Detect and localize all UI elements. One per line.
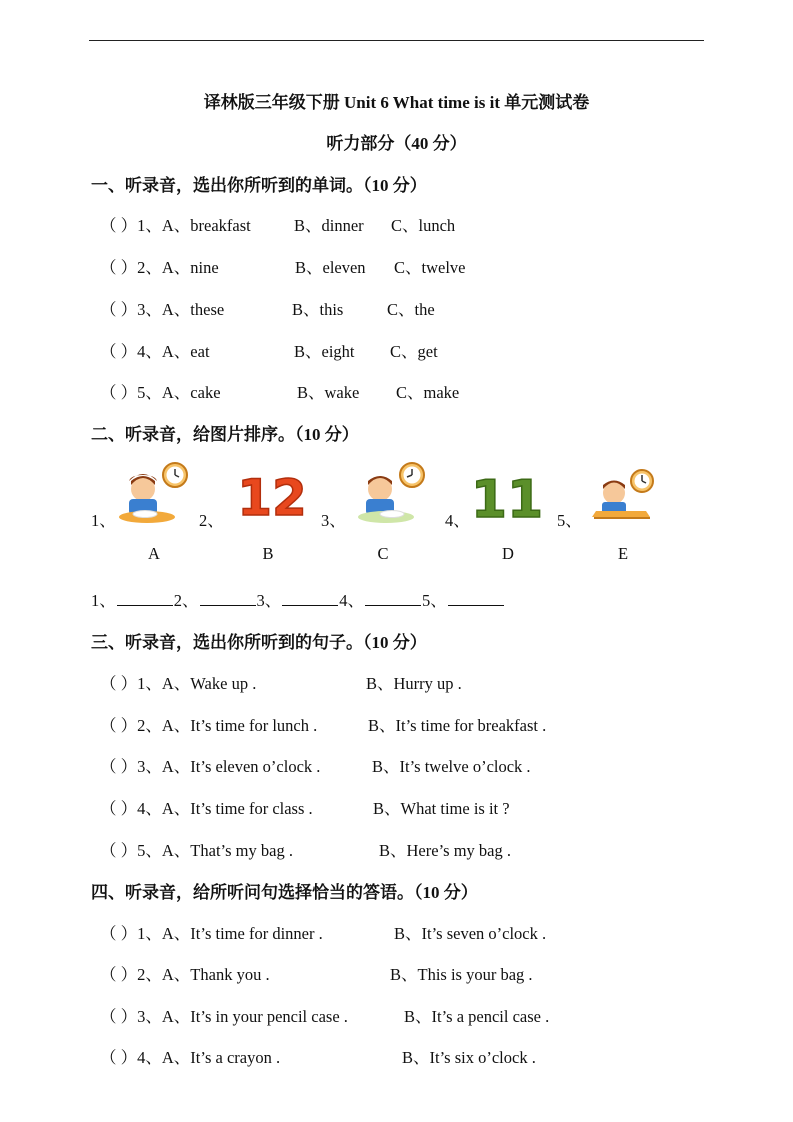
section1-heading: 一、听录音，选出你所听到的单词。（10 分） (91, 176, 427, 195)
picture-row (0, 455, 793, 535)
answer-blank-2[interactable] (200, 591, 256, 606)
section2-heading: 二、听录音，给图片排序。（10 分） (91, 425, 359, 444)
s1-q3-option-a: （ ）3、A、these (100, 300, 225, 319)
s1-q4-option-b: B、eight (294, 342, 355, 361)
answer-blank-4[interactable] (365, 591, 421, 606)
s3-q3-option-a: （ ）3、A、It’s eleven o’clock . (100, 757, 321, 776)
s3-q2-option-b: B、It’s time for breakfast . (368, 716, 547, 735)
picture-number-3: 3、 (321, 511, 346, 530)
s4-q4-option-a: （ ）4、A、It’s a crayon . (100, 1048, 281, 1067)
picture-label-c: C (377, 544, 389, 563)
boy-eating-clock-icon (352, 459, 428, 527)
answer-blank-1[interactable] (117, 591, 173, 606)
s1-q2-option-a: （ ）2、A、nine (100, 258, 219, 277)
blank-label-4: 4、 (339, 591, 364, 610)
s1-q1-option-b: B、dinner (294, 216, 364, 235)
s3-q2-option-a: （ ）2、A、It’s time for lunch . (100, 716, 318, 735)
s1-q5-option-c: C、make (396, 383, 460, 402)
boy-eating-clock-icon (115, 459, 191, 527)
blank-label-1: 1、 (91, 591, 116, 610)
s1-q3-option-c: C、the (387, 300, 435, 319)
number-twelve-glyph: 12 (237, 469, 307, 527)
answer-blank-3[interactable] (282, 591, 338, 606)
picture-label-b: B (262, 544, 274, 563)
s1-q1-option-c: C、lunch (391, 216, 456, 235)
number-eleven-glyph: 11 (470, 470, 544, 530)
picture-number-1: 1、 (91, 511, 116, 530)
s4-q1-option-b: B、It’s seven o’clock . (394, 924, 547, 943)
s4-q4-option-b: B、It’s six o’clock . (402, 1048, 536, 1067)
s3-q4-option-b: B、What time is it ? (373, 799, 510, 818)
s3-q4-option-a: （ ）4、A、It’s time for class . (100, 799, 313, 818)
s3-q1-option-b: B、Hurry up . (366, 674, 462, 693)
picture-number-4: 4、 (445, 511, 470, 530)
answer-blank-5[interactable] (448, 591, 504, 606)
section3-heading: 三、听录音，选出你所听到的句子。（10 分） (91, 633, 427, 652)
picture-label-d: D (502, 544, 514, 563)
top-rule (89, 40, 704, 41)
s3-q5-option-a: （ ）5、A、That’s my bag . (100, 841, 293, 860)
s1-q1-option-a: （ ）1、A、breakfast (100, 216, 251, 235)
s4-q2-option-b: B、This is your bag . (390, 965, 533, 984)
blank-label-2: 2、 (173, 591, 199, 610)
picture-label-a: A (148, 544, 160, 563)
s4-q1-option-a: （ ）1、A、It’s time for dinner . (100, 924, 323, 943)
blank-label-5: 5、 (422, 591, 447, 610)
s1-q3-option-b: B、this (292, 300, 344, 319)
s1-q5-option-a: （ ）5、A、cake (100, 383, 221, 402)
s1-q2-option-b: B、eleven (295, 258, 366, 277)
s1-q5-option-b: B、wake (297, 383, 360, 402)
picture-number-5: 5、 (557, 511, 582, 530)
s1-q2-option-c: C、twelve (394, 258, 466, 277)
page-title: 译林版三年级下册 Unit 6 What time is it 单元测试卷 (203, 93, 590, 112)
s1-q4-option-a: （ ）4、A、eat (100, 342, 210, 361)
boy-desk-clock-icon (588, 467, 656, 527)
blank-label-3: 3、 (256, 591, 282, 610)
section4-heading: 四、听录音，给所听问句选择恰当的答语。（10 分） (91, 883, 478, 902)
s4-q3-option-a: （ ）3、A、It’s in your pencil case . (100, 1007, 348, 1026)
s3-q5-option-b: B、Here’s my bag . (379, 841, 511, 860)
s1-q4-option-c: C、get (390, 342, 438, 361)
number-eleven-icon (470, 467, 544, 530)
s4-q3-option-b: B、It’s a pencil case . (404, 1007, 550, 1026)
number-twelve-icon (237, 467, 307, 527)
s4-q2-option-a: （ ）2、A、Thank you . (100, 965, 270, 984)
page-subtitle: 听力部分（40 分） (326, 134, 467, 153)
answer-blanks (91, 587, 505, 611)
picture-label-e: E (617, 544, 629, 563)
s3-q1-option-a: （ ）1、A、Wake up . (100, 674, 257, 693)
picture-number-2: 2、 (199, 511, 224, 530)
s3-q3-option-b: B、It’s twelve o’clock . (372, 757, 531, 776)
